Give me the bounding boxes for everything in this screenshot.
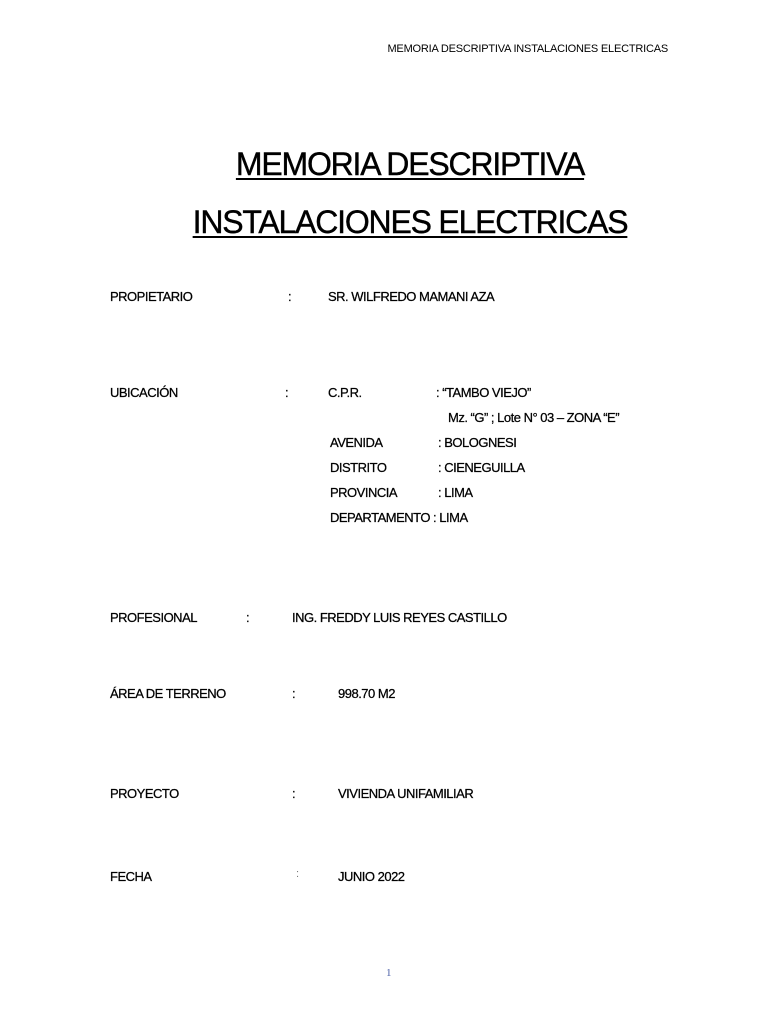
propietario-label: PROPIETARIO — [110, 289, 193, 304]
cpr-label: C.P.R. — [328, 385, 362, 400]
proyecto-value: VIVIENDA UNIFAMILIAR — [338, 786, 474, 801]
proyecto-label: PROYECTO — [110, 786, 179, 801]
avenida-value: : BOLOGNESI — [438, 435, 517, 450]
avenida-label: AVENIDA — [330, 435, 383, 450]
profesional-label: PROFESIONAL — [110, 610, 197, 625]
profesional-colon: : — [246, 610, 250, 625]
ubicacion-label: UBICACIÓN — [110, 385, 178, 400]
ubicacion-colon: : — [285, 385, 289, 400]
area-colon: : — [292, 686, 296, 701]
fecha-colon: : — [296, 868, 299, 880]
propietario-value: SR. WILFREDO MAMANI AZA — [328, 289, 495, 304]
lote-value: Mz. “G” ; Lote N° 03 – ZONA “E” — [448, 410, 620, 425]
cpr-value: : “TAMBO VIEJO” — [436, 385, 531, 400]
running-header: MEMORIA DESCRIPTIVA INSTALACIONES ELECTRICAS — [387, 43, 668, 55]
page-number: 1 — [386, 967, 392, 979]
distrito-label: DISTRITO — [330, 460, 387, 475]
proyecto-colon: : — [292, 786, 296, 801]
area-label: ÁREA DE TERRENO — [110, 686, 226, 701]
provincia-label: PROVINCIA — [330, 485, 398, 500]
profesional-value: ING. FREDDY LUIS REYES CASTILLO — [292, 610, 507, 625]
document-title-line-2: INSTALACIONES ELECTRICAS — [192, 204, 628, 240]
area-value: 998.70 M2 — [338, 686, 395, 701]
fecha-value: JUNIO 2022 — [338, 869, 405, 884]
fecha-label: FECHA — [110, 869, 152, 884]
propietario-colon: : — [288, 289, 292, 304]
distrito-value: : CIENEGUILLA — [438, 460, 525, 475]
provincia-value: : LIMA — [438, 485, 473, 500]
document-title-line-1: MEMORIA DESCRIPTIVA — [235, 146, 585, 182]
departamento-line: DEPARTAMENTO : LIMA — [330, 510, 468, 525]
